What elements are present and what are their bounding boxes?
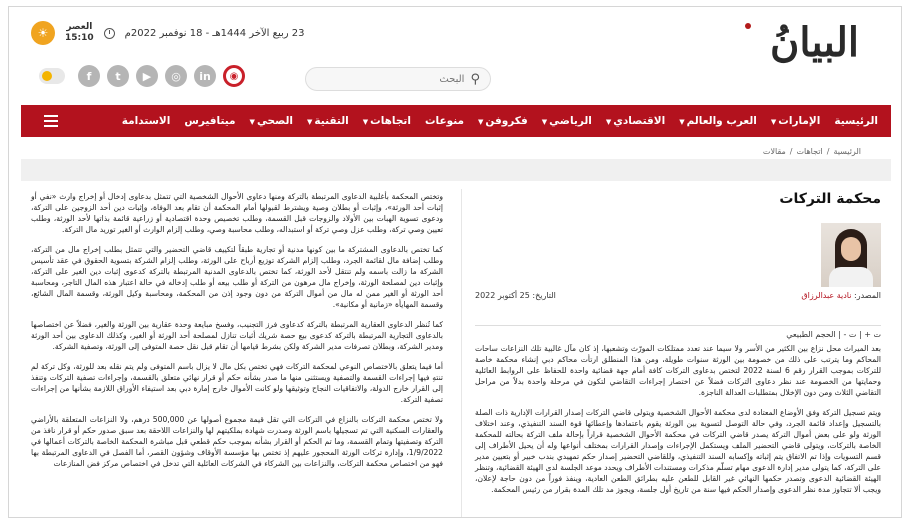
nav-label: الرئيسية [834,115,878,127]
clock-icon [104,28,115,39]
article-paragraph: ويتم تسجيل التركة وفق الأوضاع المعتادة لدى محكمة الأحوال الشخصية ويتولى قاضي التركات إصدار القرارات الإدارية ذات الصلة بالتسجيل وإعداد قائمة الجرد، وفي حالة التوصل لتسوية بين الورثة يقوم باعتمادها وإعطائها قوة السند التنفيذي، وعند اختلاف الورثة ولو على بعض أموال التركة يصدر قاضي التركات في محكمة الأحوال الشخصية قراراً بإحالة ملف التركة بحالته للمحكمة الخاصة بالتركات، ويتولى قاضي التحضير الملف ويستكمل الإجراءات وإصدار القرارات بمختلف أنواعها وله أن يحيل الأطراف إلى قسم التسويات وإذا تم الاتفاق يتم إثباته وإكسابه السند التنفيذي، وللقاضي التحضير إصدار حكم تمهيدي بندب خبير أو بتعيين مدير على التركة، كما يتولى مدير إدارة الدعوى مهام تسلّم مذكرات ومستندات الأطراف ويحدد موعد الجلسة لدى الهيئة القضائية، وتنظر الهيئة القضائية الدعوى وتصدر حكمها النهائي غير القابل للطعن عليه بطرائق الطعن العادية، وينفذ فوراً من دون حاجة لإعلان، ويجب ألا تتجاوز مدة نظر الدعوى وإصدار الحكم فيها سنة من تاريخ أول جلسة، ويجوز مد تلك المدة بقرار من رئيس المحكمة. [475,408,881,494]
nav-label: الصحي [256,115,294,127]
header-date: 23 ربيع الآخر 1444هـ - 18 نوفمبر 2022م [124,27,305,39]
nav-item-home[interactable] [827,115,885,127]
breadcrumb-home[interactable]: الرئيسية [833,147,861,156]
article-title: محكمة التركات [779,191,881,207]
nav-item-health[interactable] [243,115,300,127]
chevron-down-icon: ▼ [362,118,369,126]
search-icon[interactable]: ⚲ [470,71,480,87]
prayer-clock: 15:10 [65,33,94,43]
nav-label: الرياضي [549,115,592,127]
column-divider [461,189,462,518]
article-paragraph: وتختص المحكمة بأغلبية الدعاوى المرتبطة بالتركة ومنها دعاوى الأحوال الشخصية التي تتمثل بدعاوى إدخال أو إخراج وارث «نفي أو إثبات أحد الورثة»، وإثبات أو بطلان وصية ويشترط لقبولها أمام المحكمة أن تقام بعد الوفاة، وإثبات دين أحد الزوجين على التركة، ودعوى تسوية الهبات بين الأولاد والزوجات قبل القسمة، وطلب تخصيص وحدة اقتصادية أو زراعية قائمة بذاتها لأحد الورثة، وطلب تعيين وصي تركة، وطلب عزل وصي تركة أو استبداله، وطلب محاسبة وصي، وطلب إلزام الوارث أو الغير توريد مال التركة. [31,192,443,234]
author-name[interactable]: نادية عبدالرزاق [801,291,852,300]
search-input[interactable] [324,74,464,85]
youtube-icon[interactable]: ▶ [136,65,158,87]
article-body-left [31,191,443,478]
nav-label: التقنية [314,115,349,127]
site-logo[interactable]: البيانُ [769,19,859,66]
nav-item-emirates[interactable] [764,115,827,127]
breadcrumb [763,147,861,156]
nav-label: الإمارات [778,115,821,127]
facebook-icon[interactable]: f [78,65,100,87]
chevron-down-icon: ▼ [478,118,484,126]
chevron-down-icon: ▼ [679,118,685,126]
author-label: المصدر: [854,291,881,300]
nav-label: منوعات [424,115,465,127]
nav-item-world[interactable] [672,115,764,127]
social-links [39,65,245,87]
article-body-right [475,343,881,504]
article-date: 25 أكتوبر 2022 [475,291,530,300]
breadcrumb-trends[interactable]: اتجاهات [796,147,823,156]
menu-icon[interactable] [35,109,67,133]
author-info [801,291,881,300]
nav-item-economy[interactable] [599,115,672,127]
nav-item-culture[interactable] [471,115,535,127]
date-label: التاريخ: [532,291,556,300]
nav-label: العرب والعالم [686,115,757,127]
author-photo [821,223,881,287]
prayer-name: العصر [66,22,93,32]
date-row [31,21,304,45]
article-meta [475,291,881,300]
sun-icon: ☀ [31,21,55,45]
date-info [475,291,556,300]
page-frame [8,6,902,518]
font-size-controls[interactable]: ت + | ت - | الحجم الطبيعي [475,325,881,339]
prayer-time [65,22,94,44]
article-paragraph: كما تُنظر الدعاوى العقارية المرتبطة بالتركة كدعاوى فرز التجنيب، وفسخ مبايعة وحدة عقارية بين الورثة والغير، فضلاً عن اختصاصها بالدعاوى التجارية المرتبطة بالتركة كدعوى بيع حصة شريك أثبات تنازل لمصلحة أحد الورثة أو الغير، وكذلك الدعاوى بين أحد الورثة ومدير الشركة، وبطلان تصرفات مدير الشركة ولكن بشرط قيامها أن تقام قبل نقل حصة المتوفى إلى الورثة، وتصفية الشركة. [31,320,443,351]
chevron-down-icon: ▼ [541,118,548,126]
twitter-icon[interactable]: t [107,65,129,87]
search-box [305,67,491,91]
ad-band [21,159,891,181]
chevron-down-icon: ▼ [307,118,313,126]
logo-dot [745,23,751,29]
nav-item-variety[interactable] [418,115,471,127]
site-header [9,7,901,93]
instagram-icon[interactable]: ◎ [165,65,187,87]
article-paragraph: بعد الميراث محل نزاع بين الكثير من الأسر ولا سيما عند تعدد ممتلكات المورّث وتشعبها، إذ كان مآل غالبية تلك النزاعات ساحات المحاكم وما يترتب على ذلك من خصومة بين الورثة سنوات طويلة، ومن هذا المنطلق ارتأت محاكم دبي إنشاء محكمة خاصة للتركات بموجب القرار رقم 6 لسنة 2022 لتختص بدعاوى التركات كافة أمام جهة قضائية واحدة للحفاظ على الروابط العائلية وحمايتها من الخصومة عند نظر دعاوى التركات فضلاً عن اختصار إجراءات التقاضي لتكون في مرحلة واحدة بدلاً من مراحل التقاضي الثلاث ومن دون الإخلال بمتطلبات العدالة الناجزة. [475,344,882,397]
nav-item-sustainability[interactable] [115,115,178,127]
article-paragraph: كما تختص بالدعاوى المشتركة ما بين كونها مدنية أو تجارية طبقاً لتكييف قاضي التحضير والتي تتمثل بطلب إخراج مال من التركة، وطلب إضافة مال لقائمة الجرد، وطلب إلزام الشركة توزيع أرباح على الورثة، وطلب إلزام الشركة بتسوية الحقوق في عقد تأسيس الشركة ما زالت باسمه ولم تنتقل لأحد الورثة، كما تختص بالدعاوى المدنية المرتبطة بالتركة كدعوى إثبات دين الغير على التركة، وإثبات دين لمصلحة الورثة، وإخراج مال مرهون من التركة أو طلب بيعه أو طلب إدخاله في حالة اعتبار هذه المال التاجر، ومحاسبة أحد الورثة أو الغير ممن له مال من أموال التركة من دون وجود إذن من المحكمة، ومحاسبة وكيل الورثة، وقسمة المال الشائع، وقسمة المهايأة «زمانية أو مكانية». [31,245,443,309]
nav-label: الاقتصادي [613,115,666,127]
nav-item-tech[interactable] [300,115,356,127]
theme-toggle-icon[interactable] [39,68,65,84]
nav-label: الاستدامة [121,115,171,127]
chevron-down-icon: ▼ [249,118,255,126]
nav-item-metaverse[interactable] [177,115,242,127]
chevron-down-icon: ▼ [605,118,612,126]
article-paragraph: ولا تختص محكمة التركات بالنزاع في التركات التي تقل قيمة مجموع أصولها عن 500,000 درهم، ولا النزاعات المتعلقة بالأراضي والعقارات السكنية التي تم تسجيلها باسم الورثة وصدرت شهادة بملكيتهم لها والنزاعات اللاحقة بعد سبق صدور حكم أو قرار نافذ من التركة وتصفيتها وتمام القسمة، وما تم الحكم أو القرار بشأنه بموجب حكم قطعي قبل مباشرة المحكمة الخاصة بالتركات أعمالها في 1/9/2022، وإدارة تركات الورثة المحجور عليهم إذ تختص بها مؤسسة الأوقاف وشؤون القصر، أما الفصل في الدعاوى المرتبطة بها فهو من اختصاص محكمة التركات، والنزاعات بين الشركاء في الشركات العائلية التي تدخل في اختصاص مركز فض المنازعات [31,415,443,468]
breadcrumb-articles[interactable]: مقالات [762,147,786,156]
nav-item-sports[interactable] [535,115,599,127]
live-broadcast-icon[interactable]: ◉ [223,65,245,87]
chevron-down-icon: ▼ [770,118,777,126]
breadcrumb-separator: / [789,147,793,156]
nav-label: فكروفن [485,115,528,127]
nav-item-trends[interactable] [356,115,418,127]
article-paragraph: أما فيما يتعلق بالاختصاص النوعي لمحكمة التركات فهي تختص بكل مال لا يزال باسم المتوفى ولم يتم نقله بعد للورثة، وكل تركة لم تنتهِ فيها إجراءات القسمة والتصفية ويستثنى منها ما صدر بشأنه حكم أو قرار نهائي متعلق بالقسمة، وإجراءات تصفية التركات وتنفذ إلى القرار خارج الدولة، والاتفاقيات النجاح وتوثيقها ولو كانت الأموال خارج إمارة دبي بعد استيفاء الأوراق اللازمة بشأنها من إجراءات تصفية التركة. [31,362,443,404]
breadcrumb-separator: / [826,147,830,156]
nav-label: اتجاهات [370,115,411,127]
linkedin-icon[interactable]: in [194,65,216,87]
main-nav [21,105,891,137]
nav-label: ميتافيرس [184,115,236,127]
